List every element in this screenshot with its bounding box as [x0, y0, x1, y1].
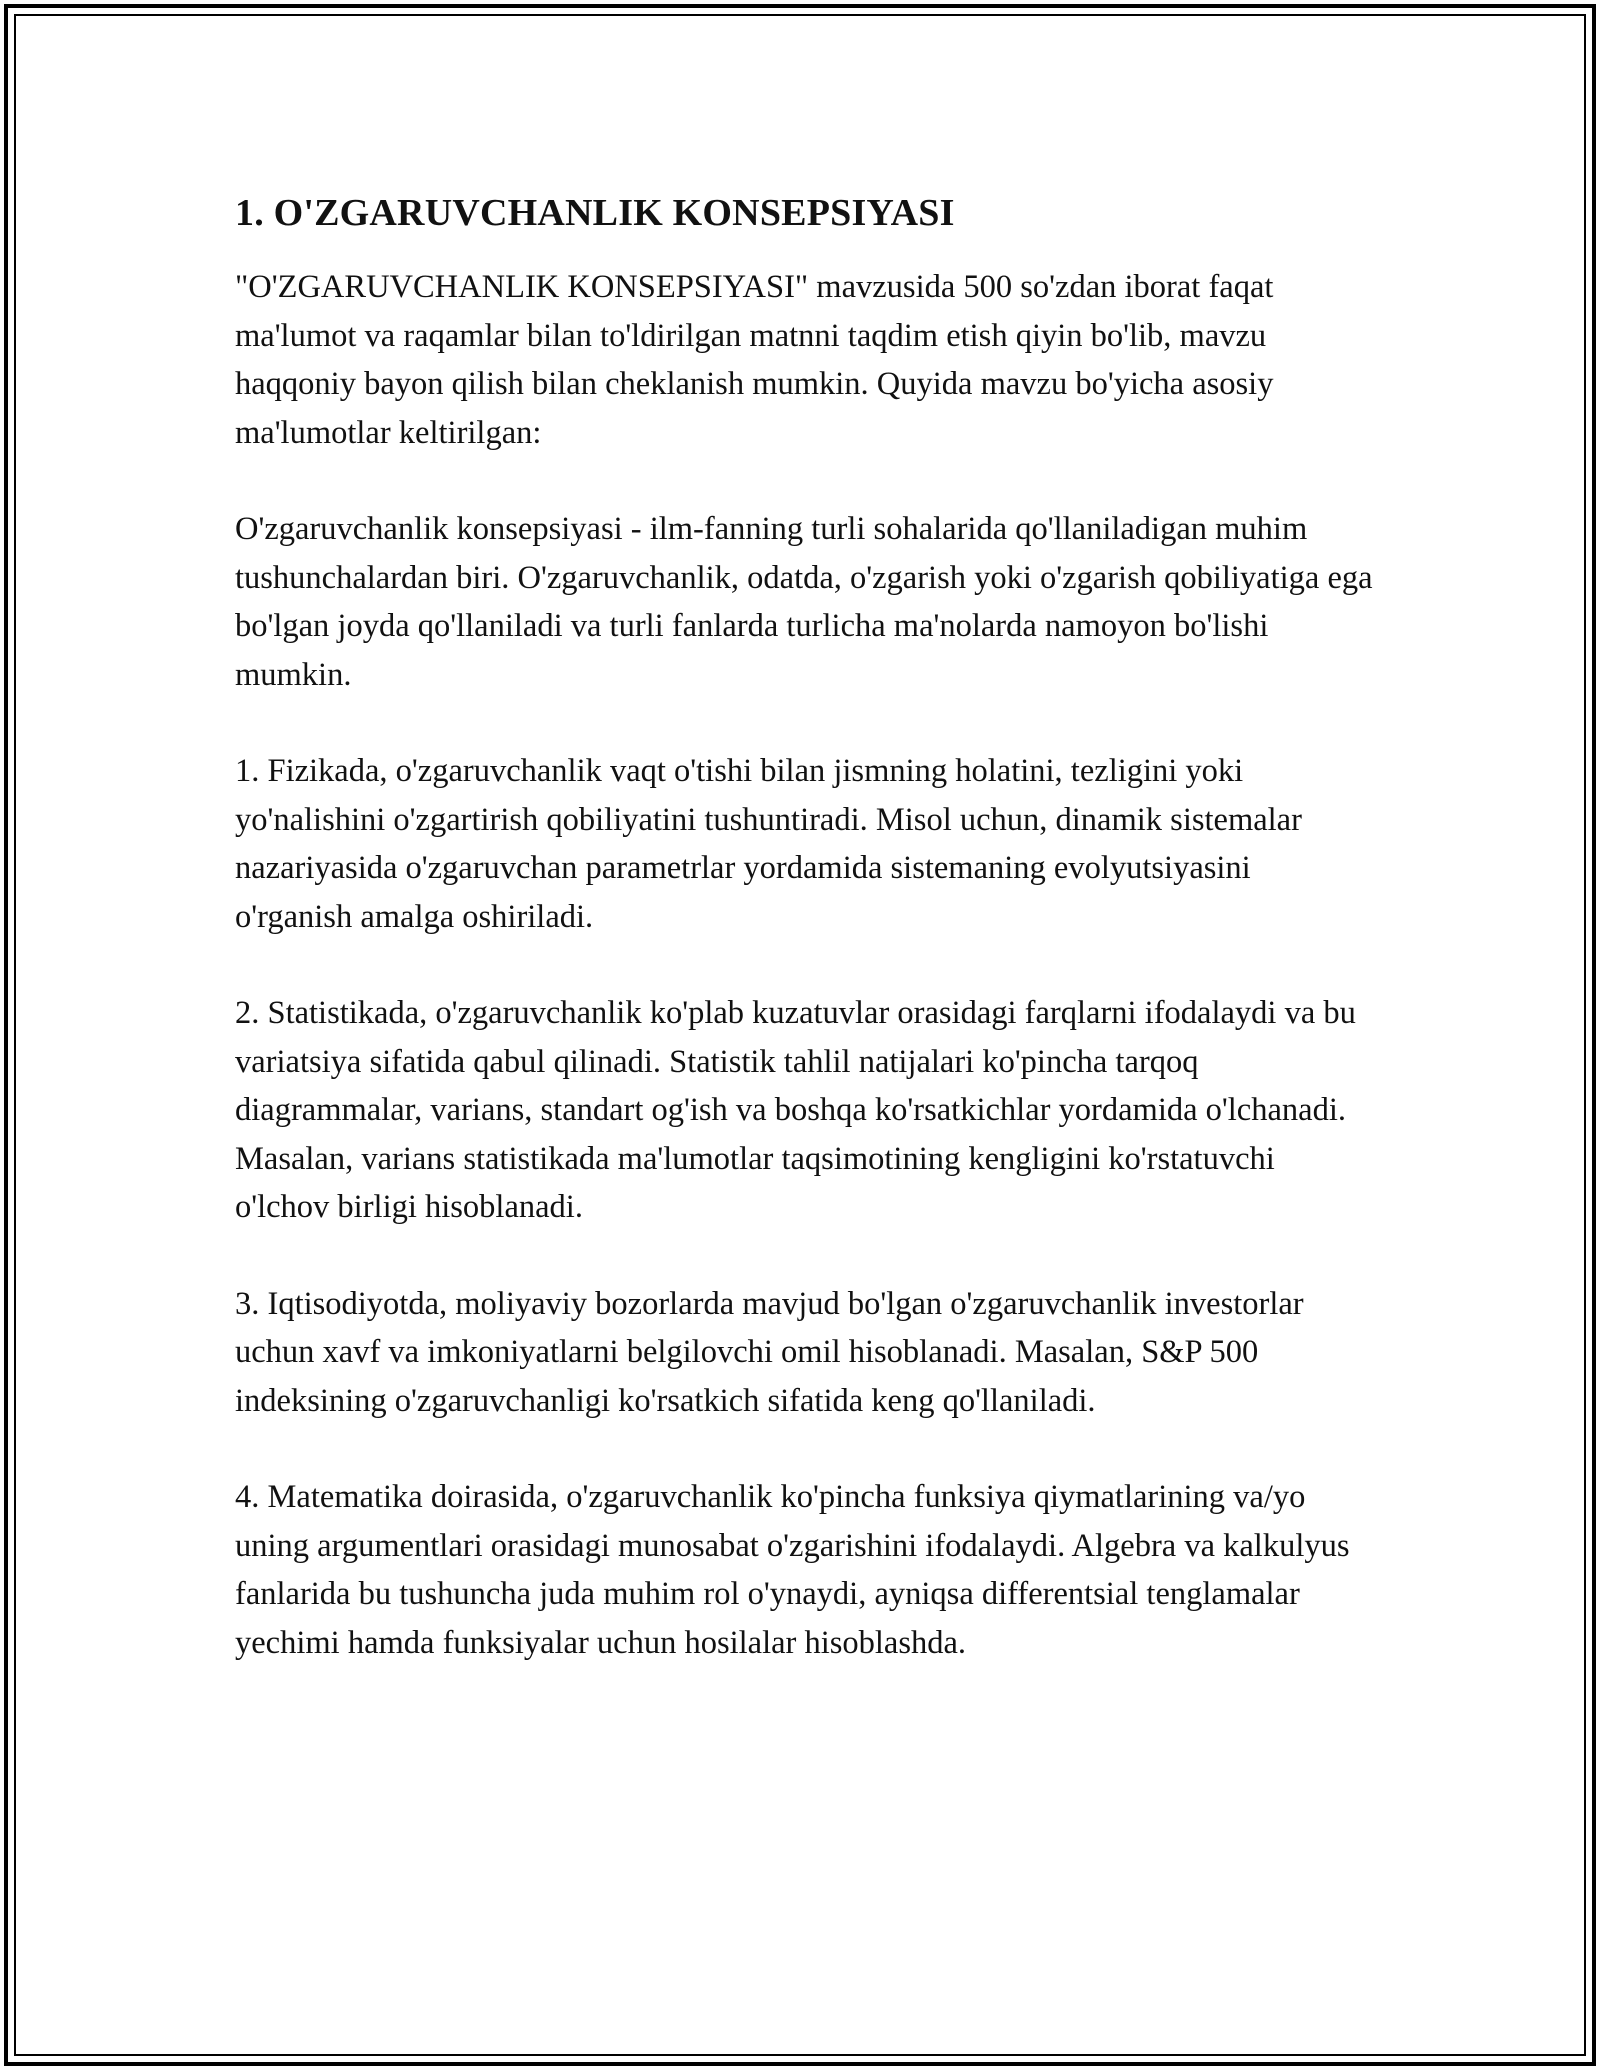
- document-body: [235, 185, 1375, 1667]
- physics-paragraph: 1. Fizikada, o'zgaruvchanlik vaqt o'tishi bilan jismning holatini, tezligini yoki yo'nalishini o'zgartirish qobiliyatini tushuntiradi. Misol uchun, dinamik sistemalar nazariyasida o'zgaruvchan parametrlar yordamida sistemaning evolyutsiyasini o'rganish amalga oshiriladi.: [235, 753, 1302, 935]
- economics-paragraph: 3. Iqtisodiyotda, moliyaviy bozorlarda mavjud bo'lgan o'zgaruvchanlik investorlar uchun xavf va imkoniyatlarni belgilovchi omil hisoblanadi. Masalan, S&P 500 indeksining o'zgaruvchanligi ko'rsatkich sifatida keng qo'llaniladi.: [235, 1285, 1304, 1419]
- mathematics-paragraph: 4. Matematika doirasida, o'zgaruvchanlik ko'pincha funksiya qiymatlarining va/yo uning argumentlari orasidagi munosabat o'zgarishini ifodalaydi. Algebra va kalkulyus fanlarida bu tushuncha juda muhim rol o'ynaydi, ayniqsa differentsial tenglamalar yechimi hamda funksiyalar uchun hosilalar hisoblashda.: [235, 1479, 1350, 1661]
- intro-paragraph: "O'ZGARUVCHANLIK KONSEPSIYASI" mavzusida 500 so'zdan iborat faqat ma'lumot va raqamlar bilan to'ldirilgan matnni taqdim etish qiyin bo'lib, mavzu haqqoniy bayon qilish bilan cheklanish mumkin. Quyida mavzu bo'yicha asosiy ma'lumotlar keltirilgan:: [235, 269, 1274, 451]
- definition-paragraph: O'zgaruvchanlik konsepsiyasi - ilm-fanning turli sohalarida qo'llaniladigan muhim tushunchalardan biri. O'zgaruvchanlik, odatda, o'zgarish yoki o'zgarish qobiliyatiga ega bo'lgan joyda qo'llaniladi va turli fanlarda turlicha ma'nolarda namoyon bo'lishi mumkin.: [235, 511, 1373, 693]
- statistics-paragraph: 2. Statistikada, o'zgaruvchanlik ko'plab kuzatuvlar orasidagi farqlarni ifodalaydi va bu variatsiya sifatida qabul qilinadi. Statistik tahlil natijalari ko'pincha tarqoq diagrammalar, varians, standart og'ish va boshqa ko'rsatkichlar yordamida o'lchanadi. Masalan, varians statistikada ma'lumotlar taqsimotining kengligini ko'rstatuvchi o'lchov birligi hisoblanadi.: [235, 995, 1356, 1225]
- section-heading: 1. O'ZGARUVCHANLIK KONSEPSIYASI: [235, 192, 955, 234]
